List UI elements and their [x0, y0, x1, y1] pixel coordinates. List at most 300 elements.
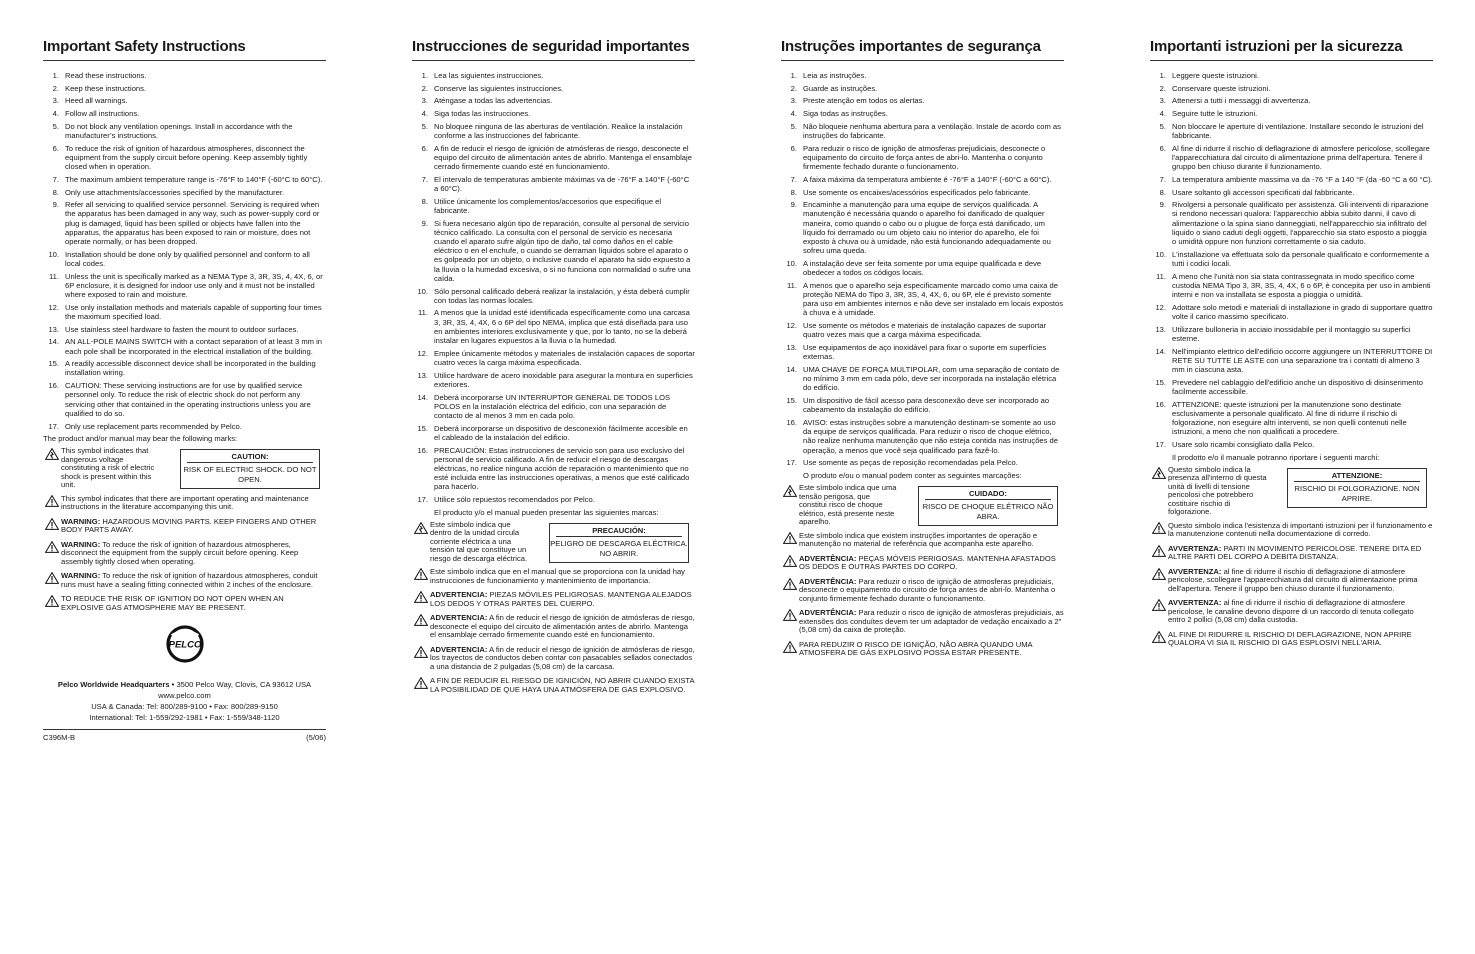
instruction-item: [781, 84, 1064, 93]
exclamation-warning-icon: [45, 518, 59, 533]
item-number: 11.: [787, 280, 797, 290]
warning-text: TO REDUCE THE RISK OF IGNITION DO NOT OPEN WHEN AN EXPLOSIVE GAS ATMOSPHERE MAY BE PRESENT.: [61, 594, 284, 612]
item-number: 15.: [417, 423, 428, 433]
item-text: Deberá incorporarse UN INTERRUPTOR GENERAL DE TODOS LOS POLOS en la instalación eléctrica del edificio, con una separación de contacto de al menos 3 mm en cada polo.: [434, 392, 671, 420]
instructions-column: [43, 38, 326, 743]
instruction-item: [1150, 250, 1433, 268]
hq-label: Pelco Worldwide Headquarters •: [57, 680, 175, 690]
lightning-warning-icon: [45, 447, 59, 465]
item-text: Utilice hardware de acero inoxidable para asegurar la montura en superficies exteriores.: [434, 370, 693, 389]
warning-label: ADVERTENCIA:: [430, 613, 488, 623]
item-text: Installation should be done only by qualified personnel and conform to all local codes.: [65, 249, 310, 268]
instruction-item: [43, 250, 326, 268]
item-number: 17.: [48, 421, 59, 431]
item-number: 9.: [421, 218, 428, 228]
item-number: 6.: [790, 143, 797, 153]
warning-text: Para reduzir o risco de ignição de atmosferas prejudiciais, desconecte o equipamento do circuito de força antes de abri-lo. Mantenha o conjunto firmemente fechado durante o funcionamento.: [799, 576, 1056, 603]
item-text: A menos que o aparelho seja especificamente marcado como uma caixa de proteção NEMA do Tipo 3, 3R, 3S, 4, 4X, 6, ou 6P, ele é previsto somente para uso em ambientes internos e não deve ser instalado em locais expostos à chuva e à umidade.: [803, 280, 1064, 318]
item-text: A meno che l'unità non sia stata contrassegnata in modo specifico come custodia NEMA Tipo 3, 3R, 3S, 4, 4X, 6 o 6P, è concepita per uso in ambienti interni e non va installata se esposta a pioggia o umidità.: [1172, 271, 1431, 300]
instruction-item: [412, 84, 695, 93]
exclamation-warning-icon: [783, 532, 797, 547]
caution-text: PELIGRO DE DESCARGA ELÉCTRICA. NO ABRIR.: [550, 538, 688, 558]
warning-text: HAZARDOUS MOVING PARTS. KEEP FINGERS AND OTHER BODY PARTS AWAY.: [61, 516, 317, 535]
electric-shock-symbol-block: [1150, 466, 1433, 517]
item-number: 8.: [421, 196, 428, 206]
item-number: 16.: [1155, 399, 1166, 409]
instruction-item: [781, 200, 1064, 255]
instruction-item: [43, 303, 326, 321]
exclamation-warning-icon: [414, 646, 428, 661]
item-text: Only use attachments/accessories specified by the manufacturer.: [65, 187, 285, 197]
instruction-item: [43, 109, 326, 118]
symbol-description: Este símbolo indica que existem instruções importantes de operação e manutenção no material de referência que acompanha este aparelho.: [799, 530, 1038, 549]
instruction-list: [43, 71, 326, 431]
instruction-item: [412, 71, 695, 80]
instructions-symbol-note: [43, 495, 326, 512]
item-number: 5.: [421, 121, 428, 131]
instruction-item: [43, 272, 326, 300]
warning-text: al fine di ridurre il rischio di deflagrazione di atmosfere pericolose, le canaline devono disporre di un raccordo di tenuta collegato entro 2 pollici (5,08 cm) dalla custodia.: [1168, 598, 1414, 625]
instruction-item: [43, 188, 326, 197]
item-number: 12.: [417, 348, 428, 358]
item-number: 6.: [52, 143, 59, 153]
instruction-item: [781, 96, 1064, 105]
instruction-item: [412, 393, 695, 421]
item-number: 14.: [1155, 346, 1166, 356]
warning-label: ADVERTÊNCIA:: [799, 608, 857, 618]
item-text: Não bloqueie nenhuma abertura para a ventilação. Instale de acordo com as instruções do fabricante.: [803, 121, 1061, 141]
item-number: 5.: [1159, 121, 1166, 131]
warning-text: al fine di ridurre il rischio di deflagrazione di atmosfere pericolose, scollegare l'apparecchiatura dal circuito di alimentazione prima dell'apertura. Tenere il gruppo ben chiuso durante il funzionamento.: [1168, 566, 1418, 593]
item-number: 3.: [1159, 96, 1166, 106]
item-text: Prevedere nel cablaggio dell'edificio anche un dispositivo di disinserimento facilmente accessibile.: [1172, 377, 1423, 396]
instruction-item: [1150, 400, 1433, 437]
item-number: 17.: [417, 495, 428, 505]
caution-box: [1287, 468, 1427, 508]
item-number: 9.: [1159, 200, 1166, 210]
item-text: El intervalo de temperaturas ambiente máximas va de -76°F a 140°F (-60°C a 60°C).: [434, 174, 690, 194]
warning-label: ADVERTENCIA:: [430, 644, 488, 654]
instruction-item: [412, 219, 695, 283]
item-text: Encaminhe a manutenção para uma equipe de serviços qualificada. A manutenção é necessária quando o aparelho foi danificado de qualquer maneira, como quando o cabo ou o plugue de força está danificado, um líquido foi derramado ou um objeto caiu no interior do aparelho, ele foi exposto à chuva ou à umidade, não está funcionando adequadamente ou sofreu uma queda.: [803, 200, 1051, 256]
instruction-item: [1150, 71, 1433, 80]
instruction-item: [1150, 109, 1433, 118]
warning-note: [412, 591, 695, 608]
lightning-warning-icon: [1152, 466, 1166, 484]
item-text: Follow all instructions.: [65, 109, 140, 119]
item-text: Usare soltanto gli accessori specificati dal fabbricante.: [1172, 187, 1355, 197]
symbol-description: This symbol indicates that there are important operating and maintenance instructions in the literature accompanying this unit.: [61, 493, 309, 512]
item-number: 5.: [52, 121, 59, 131]
instruction-item: [412, 109, 695, 118]
usa-phone: USA & Canada: Tel: 800/289-9100 • Fax: 800/289-9150: [91, 702, 278, 712]
item-number: 10.: [1155, 249, 1166, 259]
item-number: 6.: [1159, 143, 1166, 153]
exclamation-warning-icon: [783, 641, 797, 656]
exclamation-warning-icon: [1152, 522, 1166, 537]
instruction-item: [43, 359, 326, 377]
instructions-column: [412, 38, 695, 700]
item-text: Si fuera necesario algún tipo de reparación, consulte al personal de servicio técnico calificado. La consulta con el personal de servicio es necesaria cuando el aparato sufre algún tipo de daño, tal como daños en el cable eléctrico o en el enchufe, o cuando se derraman líquidos sobre el aparato o es golpeado por un objeto, o inclusive cuando el aparato ha sido expuesto a la lluvia o la humedad excesiva, o si no funciona con normalidad o sufre una caída.: [434, 218, 691, 283]
item-text: Heed all warnings.: [65, 96, 128, 106]
exclamation-warning-icon: [45, 572, 59, 587]
instruction-item: [781, 109, 1064, 118]
exclamation-warning-icon: [1152, 631, 1166, 646]
caution-title: PRECAUCIÓN:: [556, 526, 682, 537]
item-text: Conserve las siguientes instrucciones.: [434, 83, 564, 93]
item-text: AVISO: estas instruções sobre a manutenção destinam-se somente ao uso da equipe de serviços qualificada. Para reduzir o risco de choque elétrico, não realize nenhuma manutenção que não esteja contida nas instruções de operação, a menos que você seja qualificado para fazê-lo.: [803, 418, 1058, 455]
item-number: 14.: [48, 337, 59, 347]
document-id-line: [43, 729, 326, 743]
item-number: 12.: [48, 302, 59, 312]
item-text: Siga todas las instrucciones.: [434, 109, 531, 119]
exclamation-warning-icon: [1152, 599, 1166, 614]
warning-note: [781, 555, 1064, 572]
warning-note: [412, 614, 695, 640]
instructions-column: [781, 38, 1064, 664]
item-number: 13.: [1155, 324, 1166, 334]
item-number: 15.: [48, 359, 59, 369]
item-text: Use only installation methods and materials capable of supporting four times the maximum specified load.: [65, 302, 322, 321]
item-text: Adottare solo metodi e materiali di installazione in grado di supportare quattro volte il carico massimo specificato.: [1172, 302, 1433, 321]
doc-number: C396M-B: [43, 733, 76, 743]
warning-text: PARTI IN MOVIMENTO PERICOLOSE. TENERE DITA ED ALTRE PARTI DEL CORPO A DEBITA DISTANZA.: [1168, 543, 1422, 562]
instructions-symbol-note: [781, 532, 1064, 549]
item-number: 13.: [417, 370, 428, 380]
instruction-item: [412, 122, 695, 140]
instruction-item: [1150, 200, 1433, 246]
item-text: Use somente as peças de reposição recomendadas pela Pelco.: [803, 458, 1018, 468]
item-text: AN ALL-POLE MAINS SWITCH with a contact separation of at least 3 mm in each pole shall be incorporated in the electrical installation of the building.: [65, 337, 323, 356]
instruction-item: [412, 371, 695, 389]
item-text: Non bloccare le aperture di ventilazione. Installare secondo le istruzioni del fabbricante.: [1172, 121, 1424, 141]
instruction-item: [781, 343, 1064, 361]
caution-title: CUIDADO:: [925, 489, 1051, 500]
item-number: 9.: [52, 200, 59, 210]
item-text: UMA CHAVE DE FORÇA MULTIPOLAR, com uma separação de contato de no mínimo 3 mm em cada pólo, deve ser incorporada na instalação elétrica do edifício.: [803, 364, 1060, 393]
exclamation-warning-icon: [1152, 568, 1166, 583]
instruction-item: [412, 446, 695, 492]
item-text: Unless the unit is specifically marked as a NEMA Type 3, 3R, 3S, 4, 4X, 6, or 6P enclosure, it is designed for indoor use only and it must not be installed where exposed to rain and moisture.: [65, 271, 323, 300]
instruction-item: [1150, 272, 1433, 300]
warning-note: [43, 541, 326, 567]
item-number: 4.: [52, 109, 59, 119]
item-number: 2.: [52, 83, 59, 93]
warning-note: [1150, 599, 1433, 625]
warning-label: ADVERTENCIA:: [430, 590, 488, 600]
caution-box: [549, 523, 689, 563]
instruction-item: [781, 365, 1064, 393]
marks-intro: El producto y/o el manual pueden presentar las siguientes marcas:: [434, 507, 659, 517]
lightning-warning-icon: [783, 484, 797, 502]
item-text: Attenersi a tutti i messaggi di avvertenza.: [1172, 96, 1311, 106]
item-text: Conservare queste istruzioni.: [1172, 83, 1271, 93]
warning-note: [43, 518, 326, 535]
item-text: Refer all servicing to qualified service personnel. Servicing is required when the apparatus has been damaged in any way, such as power-supply cord or plug is damaged, liquid has been spilled or objects have fallen into the apparatus, the apparatus has been exposed to rain or moisture, does not operate normally, or has been dropped.: [65, 200, 320, 247]
item-text: CAUTION: These servicing instructions are for use by qualified service personnel only. To reduce the risk of electric shock do not perform any servicing other that contained in the operating instructions unless you are qualified to do so.: [65, 381, 311, 418]
item-text: The maximum ambient temperature range is -76°F to 140°F (-60°C to 60°C).: [65, 174, 323, 184]
item-text: Use stainless steel hardware to fasten the mount to outdoor surfaces.: [65, 324, 299, 334]
item-number: 1.: [790, 71, 797, 80]
warning-note: [781, 609, 1064, 635]
warning-note: [1150, 568, 1433, 594]
item-text: Aténgase a todas las advertencias.: [434, 96, 553, 106]
warning-text: PARA REDUZIR O RISCO DE IGNIÇÃO, NÃO ABRA QUANDO UMA ATMOSFERA DE GÁS EXPLOSIVO POSSA ESTAR PRESENTE.: [799, 639, 1033, 658]
caution-box: [180, 449, 320, 489]
electric-shock-symbol-block: [43, 447, 326, 490]
warning-text: A fin de reducir el riesgo de ignición de atmósferas de riesgo, los trayectos de conductos deben contar con pasacables sellados conectados a una distancia de 2 pulgadas (5,08 cm) de la carcasa.: [430, 644, 695, 671]
item-text: No bloquee ninguna de las aberturas de ventilación. Realice la instalación conforme a las instrucciones del fabricante.: [434, 121, 683, 141]
item-text: Siga todas as instruções.: [803, 109, 888, 119]
exclamation-warning-icon: [45, 495, 59, 510]
warning-text: A fin de reducir el riesgo de ignición de atmósferas de riesgo, desconecte el equipo del circuito de alimentación antes de abrirlo. Mantenga el ensamblaje cerrado firmemente cuando esté en funcionamiento.: [430, 613, 695, 640]
item-text: Para reduzir o risco de ignição de atmosferas prejudiciais, desconecte o equipamento do circuito de força antes de abri-lo. Mantenha o conjunto firmemente fechado durante o funcionamento.: [803, 143, 1046, 172]
instruction-list: [412, 71, 695, 504]
caution-title: ATTENZIONE:: [1294, 471, 1420, 482]
item-number: 11.: [418, 308, 428, 318]
item-text: Seguire tutte le istruzioni.: [1172, 109, 1258, 119]
marks-intro: O produto e/ou o manual podem conter as seguintes marcações:: [803, 471, 1022, 481]
instructions-column: [1150, 38, 1433, 654]
warning-note: [412, 677, 695, 694]
item-text: Al fine di ridurre il rischio di deflagrazione di atmosfere pericolose, scollegare l'apparecchiatura dal circuito di alimentazione prima dell'apertura. Tenere il gruppo ben chiuso durante il funzionamento.: [1172, 143, 1430, 172]
instruction-item: [43, 325, 326, 334]
column-title: Important Safety Instructions: [43, 38, 326, 61]
item-number: 8.: [52, 187, 59, 197]
instruction-item: [43, 71, 326, 80]
instruction-item: [781, 259, 1064, 277]
item-number: 5.: [790, 121, 797, 131]
warning-label: WARNING:: [61, 571, 101, 581]
instruction-item: [1150, 175, 1433, 184]
instruction-item: [1150, 440, 1433, 449]
warning-label: WARNING:: [61, 539, 101, 549]
item-number: 7.: [790, 174, 797, 184]
item-text: Utilice únicamente los complementos/accesorios que especifique el fabricante.: [434, 196, 662, 215]
item-number: 16.: [417, 445, 428, 455]
instruction-item: [781, 175, 1064, 184]
item-number: 16.: [786, 418, 797, 427]
website-link[interactable]: www.pelco.com: [158, 691, 211, 701]
marks-intro: Il prodotto e/o il manuale potranno riportare i seguenti marchi:: [1172, 452, 1380, 462]
column-title: Instruções importantes de segurança: [781, 38, 1064, 61]
intl-phone: International: Tel: 1-559/292-1981 • Fax: 1-559/348-1120: [89, 713, 280, 723]
warning-note: [412, 646, 695, 672]
hq-address: 3500 Pelco Way, Clovis, CA 93612 USA: [174, 680, 312, 690]
instruction-item: [412, 308, 695, 345]
warning-text: To reduce the risk of ignition of hazardous atmospheres, disconnect the equipment from the supply circuit before opening. Keep assembly tightly closed when operating.: [61, 539, 299, 566]
instruction-item: [43, 175, 326, 184]
item-text: Utilizzare bulloneria in acciaio inossidabile per il montaggio su superfici esterne.: [1172, 324, 1411, 343]
pelco-logo: [43, 624, 326, 669]
item-text: A menos que la unidad esté identificada específicamente como una carcasa 3, 3R, 3S, 4, 4X, 6 o 6P del tipo NEMA, implica que está diseñada para uso en ambientes interiores exclusivamente y que, por lo tanto, no se la deberá instalar en lugares expuestos a la lluvia o la humedad.: [434, 308, 690, 346]
instruction-item: [43, 84, 326, 93]
item-number: 16.: [48, 381, 59, 391]
item-number: 13.: [786, 343, 797, 353]
marks-intro: The product and/or manual may bear the following marks:: [43, 434, 238, 444]
item-text: Use somente os métodos e materiais de instalação capazes de suportar quatro vezes mais que a carga máxima especificada.: [803, 321, 1047, 340]
item-number: 2.: [790, 83, 797, 93]
item-number: 4.: [1159, 109, 1166, 119]
item-text: L'installazione va effettuata solo da personale qualificato e conformemente a tutti i codici locali.: [1172, 249, 1430, 268]
item-number: 4.: [790, 109, 797, 119]
item-number: 2.: [1159, 83, 1166, 93]
symbol-description: Este símbolo indica que en el manual que se proporciona con la unidad hay instrucciones de funcionamiento y mantenimiento de importancia.: [430, 567, 685, 585]
instruction-item: [1150, 378, 1433, 396]
item-text: Sólo personal calificado deberá realizar la instalación, y ésta deberá cumplir con todas las normas locales.: [434, 286, 690, 305]
item-number: 15.: [786, 396, 797, 406]
electric-shock-symbol-block: [781, 484, 1064, 527]
warning-label: ADVERTÊNCIA:: [799, 576, 857, 586]
item-text: Usare solo ricambi consigliato dalla Pelco.: [1172, 439, 1315, 449]
item-number: 14.: [786, 364, 797, 374]
symbol-description: Questo simbolo indica la presenza all'interno di questa unità di livelli di tensione pericolosi che potrebbero costituire rischio di folgorazione.: [1168, 464, 1267, 517]
column-title: Importanti istruzioni per la sicurezza: [1150, 38, 1433, 61]
instruction-item: [1150, 96, 1433, 105]
instruction-item: [43, 381, 326, 418]
caution-box: [918, 486, 1058, 526]
instruction-item: [781, 188, 1064, 197]
instruction-item: [412, 287, 695, 305]
item-number: 10.: [48, 249, 59, 259]
symbol-description: Este símbolo indica que dentro de la unidad circula corriente eléctrica a una tensión tal que constituye un riesgo de descarga eléctrica.: [430, 519, 528, 563]
warning-note: [43, 572, 326, 589]
item-number: 8.: [790, 187, 797, 197]
logo-text: PELCO: [168, 639, 201, 651]
caution-text: RISCO DE CHOQUE ELÉTRICO NÃO ABRA.: [922, 502, 1054, 522]
warning-note: [1150, 631, 1433, 648]
item-number: 10.: [786, 258, 797, 268]
item-text: Use equipamentos de aço inoxidável para fixar o suporte em superfícies externas.: [803, 343, 1047, 362]
instruction-item: [1150, 122, 1433, 140]
instruction-item: [43, 422, 326, 431]
item-number: 8.: [1159, 187, 1166, 197]
instruction-item: [412, 424, 695, 442]
exclamation-warning-icon: [45, 541, 59, 556]
item-number: 1.: [421, 71, 428, 80]
item-text: Guarde as instruções.: [803, 83, 878, 93]
item-text: Preste atenção em todos os alertas.: [803, 96, 925, 106]
instruction-item: [1150, 325, 1433, 343]
item-text: Nell'impianto elettrico dell'edificio occorre aggiungere un INTERRUTTORE DI RETE SU TUTTE LE ASTE con una separazione tra i contatti di almeno 3 mm in ciascuna asta.: [1172, 346, 1433, 374]
item-number: 2.: [421, 83, 428, 93]
instruction-item: [1150, 84, 1433, 93]
item-text: Um dispositivo de fácil acesso para desconexão deve ser incorporado ao cabeamento da instalação do edifício.: [803, 396, 1050, 415]
item-text: Keep these instructions.: [65, 83, 147, 93]
instruction-item: [412, 175, 695, 193]
instruction-list: [1150, 71, 1433, 449]
exclamation-warning-icon: [783, 555, 797, 570]
warning-note: [781, 578, 1064, 604]
instruction-item: [43, 96, 326, 105]
item-number: 7.: [421, 174, 428, 184]
doc-date: (5/06): [306, 733, 326, 743]
pelco-logo-icon: [163, 624, 207, 664]
exclamation-warning-icon: [414, 677, 428, 692]
instruction-item: [1150, 188, 1433, 197]
instruction-item: [781, 144, 1064, 172]
item-text: PRECAUCIÓN: Estas instrucciones de servicio son para uso exclusivo del personal de servicio calificado. A fin de reducir el riesgo de descargas eléctricas, no realice ninguna acción de reparación o mantenimiento que no esté incluida entre las instrucciones operativas, a menos que esté calificado para hacerlo.: [434, 445, 690, 492]
item-text: A faixa máxima da temperatura ambiente é -76°F a 140°F (-60°C a 60°C).: [803, 174, 1052, 184]
instructions-symbol-note: [412, 568, 695, 585]
item-number: 15.: [1155, 377, 1166, 387]
instructions-symbol-note: [1150, 522, 1433, 539]
lightning-warning-icon: [414, 521, 428, 539]
instruction-item: [43, 200, 326, 246]
item-text: A fin de reducir el riesgo de ignición de atmósferas de riesgo, desconecte el equipo del circuito de alimentación antes de abrirlo. Mantenga el ensamblaje cerrado firmemente cuando esté en funcionamiento.: [434, 143, 692, 172]
instruction-item: [781, 321, 1064, 339]
instruction-item: [781, 396, 1064, 414]
exclamation-warning-icon: [783, 578, 797, 593]
instruction-item: [43, 144, 326, 172]
item-number: 9.: [790, 200, 797, 210]
instruction-item: [781, 458, 1064, 467]
exclamation-warning-icon: [414, 568, 428, 583]
item-number: 3.: [421, 96, 428, 106]
warning-label: WARNING:: [61, 516, 101, 526]
item-text: Only use replacement parts recommended by Pelco.: [65, 421, 242, 431]
instruction-item: [412, 495, 695, 504]
item-text: Utilice sólo repuestos recomendados por Pelco.: [434, 495, 595, 505]
item-number: 13.: [48, 324, 59, 334]
instruction-item: [412, 349, 695, 367]
item-text: Emplee únicamente métodos y materiales de instalación capaces de soportar cuatro veces la carga máxima especificada.: [434, 348, 695, 367]
item-number: 17.: [1155, 439, 1166, 449]
item-text: ATTENZIONE: queste istruzioni per la manutenzione sono destinate esclusivamente a personale qualificato. Al fine di ridurre il rischio di folgorazione, non eseguire altri interventi, se non quelli contenuti nelle istruzioni, a meno che non qualificati a procedere.: [1172, 399, 1407, 437]
instruction-item: [43, 337, 326, 355]
item-text: To reduce the risk of ignition of hazardous atmospheres, disconnect the equipment from the supply circuit before opening. Keep assembly tightly closed when in operation.: [65, 143, 308, 172]
warning-note: [781, 641, 1064, 658]
item-number: 14.: [417, 392, 428, 402]
item-text: Do not block any ventilation openings. Install in accordance with the manufacturer’s instructions.: [65, 121, 293, 141]
item-text: A readily accessible disconnect device shall be incorporated in the building installation wiring.: [65, 359, 316, 378]
item-number: 10.: [417, 286, 428, 296]
warning-text: PIEZAS MÓVILES PELIGROSAS. MANTENGA ALEJADOS LOS DEDOS Y OTRAS PARTES DEL CUERPO.: [430, 590, 692, 608]
instruction-item: [1150, 303, 1433, 321]
item-number: 3.: [52, 96, 59, 106]
symbol-description: This symbol indicates that dangerous voltage constituting a risk of electric shock is present within this unit.: [61, 446, 155, 490]
instruction-item: [412, 96, 695, 105]
warning-text: To reduce the risk of ignition of hazardous atmospheres, conduit runs must have a sealing fitting connected within 2 inches of the enclosure.: [61, 571, 318, 589]
item-number: 4.: [421, 109, 428, 119]
item-text: Rivolgersi a personale qualificato per assistenza. Gli interventi di riparazione si rendono necessari qualora: l'apparecchio abbia subito danni, il cavo di alimentazione o la spina siano danneggiati, nell'apparecchio sia infiltrato del liquido o siano caduti degli oggetti, l'apparecchio sia stato esposto a pioggia o umidità oppure non funzioni correttamente o sia caduto.: [1172, 200, 1429, 247]
item-text: A instalação deve ser feita somente por uma equipe qualificada e deve obedecer a todos os códigos locais.: [803, 258, 1042, 278]
instruction-item: [781, 122, 1064, 140]
item-number: 12.: [786, 321, 797, 331]
caution-text: RISK OF ELECTRIC SHOCK. DO NOT OPEN.: [183, 465, 317, 485]
symbol-description: Este símbolo indica que uma tensão perigosa, que constitui risco de choque elétrico, está presente neste aparelho.: [799, 483, 897, 527]
electric-shock-symbol-block: [412, 521, 695, 564]
warning-label: AVVERTENZA:: [1168, 566, 1222, 576]
warning-text: A FIN DE REDUCIR EL RIESGO DE IGNICIÓN, NO ABRIR CUANDO EXISTA LA POSIBILIDAD DE QUE HAYA UNA ATMÓSFERA DE GAS EXPLOSIVO.: [430, 676, 695, 694]
instruction-item: [781, 281, 1064, 318]
instruction-item: [412, 144, 695, 172]
item-text: Lea las siguientes instrucciones.: [434, 71, 544, 80]
item-number: 11.: [49, 271, 59, 281]
item-text: Leia as instruções.: [803, 71, 867, 80]
item-text: Deberá incorporarse un dispositivo de desconexión fácilmente accesible en el cableado de la instalación del edificio.: [434, 423, 688, 442]
instruction-list: [781, 71, 1064, 468]
item-number: 6.: [421, 143, 428, 153]
contact-footer: [43, 679, 326, 723]
column-title: Instrucciones de seguridad importantes: [412, 38, 695, 61]
item-text: Read these instructions.: [65, 71, 147, 80]
item-text: La temperatura ambiente massima va da -76 °F a 140 °F (da -60 °C a 60 °C).: [1172, 174, 1433, 184]
instruction-item: [43, 122, 326, 140]
caution-text: RISCHIO DI FOLGORAZIONE. NON APRIRE.: [1294, 483, 1420, 503]
item-number: 3.: [790, 96, 797, 106]
item-text: Use somente os encaixes/acessórios especificados pelo fabricante.: [803, 187, 1031, 197]
